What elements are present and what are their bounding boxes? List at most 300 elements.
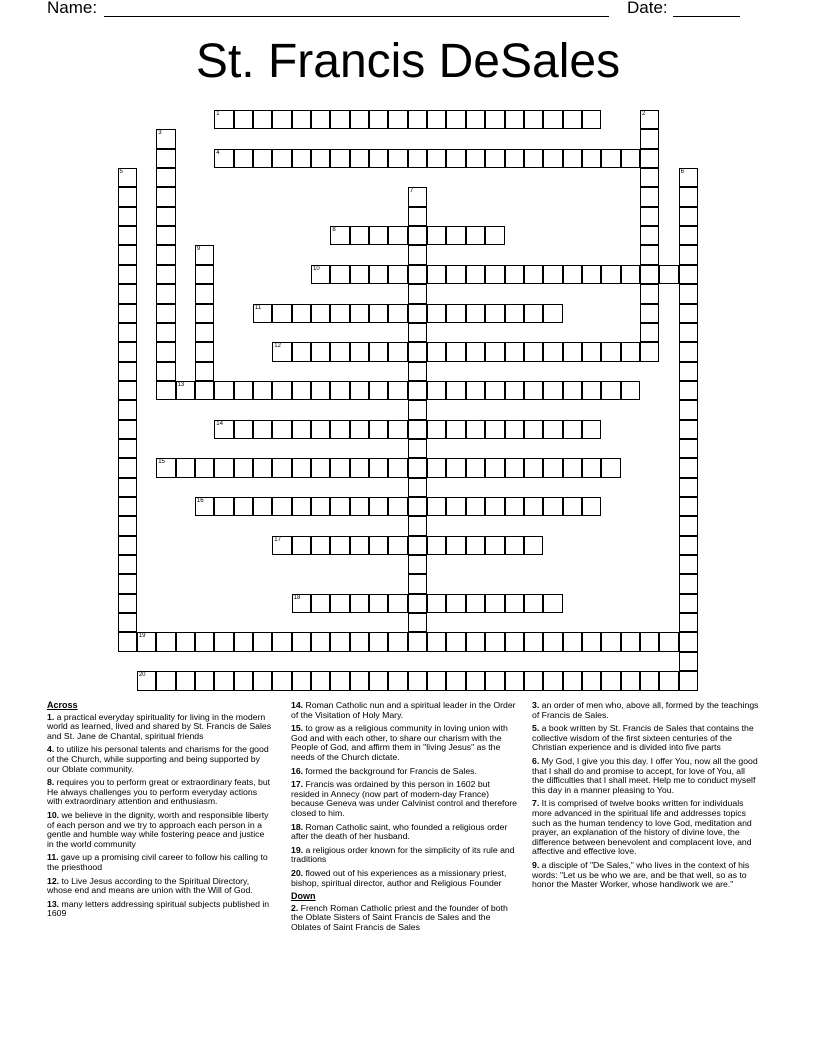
- grid-cell[interactable]: [408, 516, 427, 535]
- grid-cell[interactable]: [601, 458, 620, 477]
- grid-cell[interactable]: [408, 439, 427, 458]
- grid-cell[interactable]: [118, 555, 137, 574]
- grid-cell[interactable]: [659, 632, 678, 651]
- grid-cell[interactable]: [369, 536, 388, 555]
- grid-cell[interactable]: [369, 594, 388, 613]
- grid-cell[interactable]: [272, 536, 291, 555]
- grid-cell[interactable]: [485, 594, 504, 613]
- grid-cell[interactable]: [524, 110, 543, 129]
- grid-cell[interactable]: [234, 149, 253, 168]
- grid-cell[interactable]: [679, 245, 698, 264]
- grid-cell[interactable]: [195, 381, 214, 400]
- grid-cell[interactable]: [466, 304, 485, 323]
- grid-cell[interactable]: [408, 420, 427, 439]
- grid-cell[interactable]: [427, 536, 446, 555]
- grid-cell[interactable]: [679, 304, 698, 323]
- grid-cell[interactable]: [234, 671, 253, 690]
- grid-cell[interactable]: [350, 458, 369, 477]
- grid-cell[interactable]: [679, 168, 698, 187]
- grid-cell[interactable]: [466, 671, 485, 690]
- grid-cell[interactable]: [118, 574, 137, 593]
- grid-cell[interactable]: [408, 110, 427, 129]
- grid-cell[interactable]: [621, 671, 640, 690]
- grid-cell[interactable]: [524, 594, 543, 613]
- grid-cell[interactable]: [524, 632, 543, 651]
- grid-cell[interactable]: [388, 594, 407, 613]
- grid-cell[interactable]: [679, 594, 698, 613]
- grid-cell[interactable]: [292, 458, 311, 477]
- grid-cell[interactable]: [408, 400, 427, 419]
- grid-cell[interactable]: [640, 226, 659, 245]
- grid-cell[interactable]: [388, 632, 407, 651]
- grid-cell[interactable]: [563, 149, 582, 168]
- grid-cell[interactable]: [563, 265, 582, 284]
- grid-cell[interactable]: [446, 458, 465, 477]
- grid-cell[interactable]: [195, 362, 214, 381]
- grid-cell[interactable]: [582, 149, 601, 168]
- grid-cell[interactable]: [582, 342, 601, 361]
- grid-cell[interactable]: [253, 497, 272, 516]
- grid-cell[interactable]: [563, 342, 582, 361]
- grid-cell[interactable]: [679, 671, 698, 690]
- grid-cell[interactable]: [466, 110, 485, 129]
- grid-cell[interactable]: [330, 110, 349, 129]
- grid-cell[interactable]: [543, 671, 562, 690]
- grid-cell[interactable]: [369, 671, 388, 690]
- grid-cell[interactable]: [524, 342, 543, 361]
- grid-cell[interactable]: [679, 536, 698, 555]
- grid-cell[interactable]: [350, 342, 369, 361]
- grid-cell[interactable]: [505, 149, 524, 168]
- grid-cell[interactable]: [214, 420, 233, 439]
- grid-cell[interactable]: [485, 458, 504, 477]
- grid-cell[interactable]: [582, 632, 601, 651]
- grid-cell[interactable]: [466, 497, 485, 516]
- grid-cell[interactable]: [466, 632, 485, 651]
- grid-cell[interactable]: [292, 671, 311, 690]
- grid-cell[interactable]: [582, 420, 601, 439]
- grid-cell[interactable]: [156, 129, 175, 148]
- grid-cell[interactable]: [505, 671, 524, 690]
- grid-cell[interactable]: [543, 342, 562, 361]
- grid-cell[interactable]: [563, 110, 582, 129]
- grid-cell[interactable]: [640, 168, 659, 187]
- grid-cell[interactable]: [311, 149, 330, 168]
- grid-cell[interactable]: [156, 323, 175, 342]
- grid-cell[interactable]: [369, 381, 388, 400]
- grid-cell[interactable]: [330, 458, 349, 477]
- grid-cell[interactable]: [524, 536, 543, 555]
- grid-cell[interactable]: [408, 671, 427, 690]
- grid-cell[interactable]: [156, 284, 175, 303]
- grid-cell[interactable]: [446, 226, 465, 245]
- grid-cell[interactable]: [272, 632, 291, 651]
- grid-cell[interactable]: [350, 671, 369, 690]
- grid-cell[interactable]: [466, 226, 485, 245]
- grid-cell[interactable]: [118, 439, 137, 458]
- grid-cell[interactable]: [446, 265, 465, 284]
- grid-cell[interactable]: [446, 536, 465, 555]
- grid-cell[interactable]: [118, 168, 137, 187]
- grid-cell[interactable]: [621, 342, 640, 361]
- grid-cell[interactable]: [118, 613, 137, 632]
- grid-cell[interactable]: [427, 594, 446, 613]
- grid-cell[interactable]: [505, 420, 524, 439]
- grid-cell[interactable]: [621, 265, 640, 284]
- grid-cell[interactable]: [253, 149, 272, 168]
- grid-cell[interactable]: [679, 652, 698, 671]
- grid-cell[interactable]: [543, 632, 562, 651]
- grid-cell[interactable]: [311, 594, 330, 613]
- grid-cell[interactable]: [350, 110, 369, 129]
- grid-cell[interactable]: [292, 149, 311, 168]
- grid-cell[interactable]: [408, 536, 427, 555]
- grid-cell[interactable]: [195, 458, 214, 477]
- grid-cell[interactable]: [466, 265, 485, 284]
- grid-cell[interactable]: [350, 536, 369, 555]
- grid-cell[interactable]: [679, 381, 698, 400]
- grid-cell[interactable]: [427, 110, 446, 129]
- grid-cell[interactable]: [408, 245, 427, 264]
- grid-cell[interactable]: [350, 594, 369, 613]
- grid-cell[interactable]: [292, 342, 311, 361]
- grid-cell[interactable]: [156, 245, 175, 264]
- grid-cell[interactable]: [679, 323, 698, 342]
- grid-cell[interactable]: [408, 458, 427, 477]
- grid-cell[interactable]: [369, 226, 388, 245]
- grid-cell[interactable]: [408, 265, 427, 284]
- grid-cell[interactable]: [330, 304, 349, 323]
- grid-cell[interactable]: [311, 342, 330, 361]
- grid-cell[interactable]: [524, 265, 543, 284]
- grid-cell[interactable]: [485, 420, 504, 439]
- grid-cell[interactable]: [195, 497, 214, 516]
- grid-cell[interactable]: [505, 265, 524, 284]
- grid-cell[interactable]: [582, 497, 601, 516]
- grid-cell[interactable]: [485, 304, 504, 323]
- grid-cell[interactable]: [272, 304, 291, 323]
- grid-cell[interactable]: [214, 497, 233, 516]
- grid-cell[interactable]: [350, 381, 369, 400]
- grid-cell[interactable]: [640, 245, 659, 264]
- grid-cell[interactable]: [388, 458, 407, 477]
- grid-cell[interactable]: [292, 381, 311, 400]
- grid-cell[interactable]: [118, 362, 137, 381]
- grid-cell[interactable]: [156, 168, 175, 187]
- grid-cell[interactable]: [679, 478, 698, 497]
- grid-cell[interactable]: [311, 632, 330, 651]
- grid-cell[interactable]: [640, 110, 659, 129]
- grid-cell[interactable]: [350, 304, 369, 323]
- grid-cell[interactable]: [485, 536, 504, 555]
- grid-cell[interactable]: [118, 245, 137, 264]
- grid-cell[interactable]: [214, 671, 233, 690]
- grid-cell[interactable]: [369, 420, 388, 439]
- grid-cell[interactable]: [485, 110, 504, 129]
- grid-cell[interactable]: [679, 420, 698, 439]
- grid-cell[interactable]: [524, 671, 543, 690]
- grid-cell[interactable]: [118, 265, 137, 284]
- grid-cell[interactable]: [350, 149, 369, 168]
- grid-cell[interactable]: [311, 497, 330, 516]
- grid-cell[interactable]: [601, 671, 620, 690]
- grid-cell[interactable]: [679, 284, 698, 303]
- grid-cell[interactable]: [118, 400, 137, 419]
- grid-cell[interactable]: [388, 265, 407, 284]
- grid-cell[interactable]: [543, 265, 562, 284]
- grid-cell[interactable]: [427, 304, 446, 323]
- grid-cell[interactable]: [466, 594, 485, 613]
- grid-cell[interactable]: [601, 632, 620, 651]
- grid-cell[interactable]: [446, 304, 465, 323]
- grid-cell[interactable]: [176, 381, 195, 400]
- grid-cell[interactable]: [505, 536, 524, 555]
- grid-cell[interactable]: [388, 149, 407, 168]
- grid-cell[interactable]: [446, 110, 465, 129]
- grid-cell[interactable]: [485, 226, 504, 245]
- grid-cell[interactable]: [253, 420, 272, 439]
- grid-cell[interactable]: [640, 284, 659, 303]
- grid-cell[interactable]: [388, 420, 407, 439]
- grid-cell[interactable]: [621, 149, 640, 168]
- grid-cell[interactable]: [524, 497, 543, 516]
- grid-cell[interactable]: [679, 265, 698, 284]
- grid-cell[interactable]: [408, 613, 427, 632]
- grid-cell[interactable]: [369, 497, 388, 516]
- grid-cell[interactable]: [369, 149, 388, 168]
- grid-cell[interactable]: [427, 497, 446, 516]
- grid-cell[interactable]: [195, 284, 214, 303]
- grid-cell[interactable]: [582, 671, 601, 690]
- grid-cell[interactable]: [330, 594, 349, 613]
- grid-cell[interactable]: [640, 207, 659, 226]
- grid-cell[interactable]: [234, 110, 253, 129]
- grid-cell[interactable]: [505, 594, 524, 613]
- grid-cell[interactable]: [350, 226, 369, 245]
- grid-cell[interactable]: [253, 671, 272, 690]
- grid-cell[interactable]: [563, 632, 582, 651]
- grid-cell[interactable]: [563, 458, 582, 477]
- grid-cell[interactable]: [408, 594, 427, 613]
- grid-cell[interactable]: [621, 381, 640, 400]
- grid-cell[interactable]: [195, 342, 214, 361]
- grid-cell[interactable]: [388, 226, 407, 245]
- grid-cell[interactable]: [156, 207, 175, 226]
- grid-cell[interactable]: [408, 342, 427, 361]
- grid-cell[interactable]: [466, 342, 485, 361]
- grid-cell[interactable]: [195, 632, 214, 651]
- grid-cell[interactable]: [292, 594, 311, 613]
- grid-cell[interactable]: [640, 129, 659, 148]
- grid-cell[interactable]: [118, 516, 137, 535]
- grid-cell[interactable]: [485, 497, 504, 516]
- grid-cell[interactable]: [582, 265, 601, 284]
- grid-cell[interactable]: [446, 342, 465, 361]
- grid-cell[interactable]: [253, 381, 272, 400]
- grid-cell[interactable]: [311, 420, 330, 439]
- grid-cell[interactable]: [292, 497, 311, 516]
- grid-cell[interactable]: [543, 304, 562, 323]
- grid-cell[interactable]: [388, 304, 407, 323]
- grid-cell[interactable]: [176, 671, 195, 690]
- grid-cell[interactable]: [582, 458, 601, 477]
- grid-cell[interactable]: [292, 420, 311, 439]
- grid-cell[interactable]: [679, 342, 698, 361]
- grid-cell[interactable]: [118, 381, 137, 400]
- grid-cell[interactable]: [118, 536, 137, 555]
- grid-cell[interactable]: [272, 381, 291, 400]
- grid-cell[interactable]: [524, 458, 543, 477]
- grid-cell[interactable]: [427, 420, 446, 439]
- grid-cell[interactable]: [679, 226, 698, 245]
- grid-cell[interactable]: [466, 536, 485, 555]
- grid-cell[interactable]: [679, 207, 698, 226]
- grid-cell[interactable]: [563, 381, 582, 400]
- grid-cell[interactable]: [292, 110, 311, 129]
- grid-cell[interactable]: [485, 149, 504, 168]
- grid-cell[interactable]: [214, 381, 233, 400]
- grid-cell[interactable]: [214, 110, 233, 129]
- grid-cell[interactable]: [272, 497, 291, 516]
- grid-cell[interactable]: [195, 323, 214, 342]
- grid-cell[interactable]: [118, 187, 137, 206]
- grid-cell[interactable]: [156, 632, 175, 651]
- grid-cell[interactable]: [679, 516, 698, 535]
- grid-cell[interactable]: [137, 671, 156, 690]
- grid-cell[interactable]: [640, 342, 659, 361]
- grid-cell[interactable]: [659, 265, 678, 284]
- grid-cell[interactable]: [118, 420, 137, 439]
- grid-cell[interactable]: [234, 420, 253, 439]
- grid-cell[interactable]: [369, 632, 388, 651]
- grid-cell[interactable]: [408, 149, 427, 168]
- grid-cell[interactable]: [195, 245, 214, 264]
- grid-cell[interactable]: [446, 381, 465, 400]
- grid-cell[interactable]: [466, 420, 485, 439]
- grid-cell[interactable]: [214, 632, 233, 651]
- grid-cell[interactable]: [156, 458, 175, 477]
- grid-cell[interactable]: [524, 420, 543, 439]
- grid-cell[interactable]: [466, 381, 485, 400]
- grid-cell[interactable]: [640, 671, 659, 690]
- grid-cell[interactable]: [446, 149, 465, 168]
- grid-cell[interactable]: [505, 458, 524, 477]
- grid-cell[interactable]: [427, 381, 446, 400]
- grid-cell[interactable]: [543, 497, 562, 516]
- grid-cell[interactable]: [543, 110, 562, 129]
- grid-cell[interactable]: [485, 632, 504, 651]
- grid-cell[interactable]: [408, 207, 427, 226]
- grid-cell[interactable]: [408, 574, 427, 593]
- grid-cell[interactable]: [311, 110, 330, 129]
- grid-cell[interactable]: [369, 265, 388, 284]
- grid-cell[interactable]: [156, 381, 175, 400]
- grid-cell[interactable]: [118, 226, 137, 245]
- grid-cell[interactable]: [679, 187, 698, 206]
- grid-cell[interactable]: [311, 381, 330, 400]
- grid-cell[interactable]: [369, 304, 388, 323]
- grid-cell[interactable]: [427, 671, 446, 690]
- grid-cell[interactable]: [350, 420, 369, 439]
- grid-cell[interactable]: [408, 304, 427, 323]
- grid-cell[interactable]: [214, 149, 233, 168]
- grid-cell[interactable]: [388, 671, 407, 690]
- grid-cell[interactable]: [563, 671, 582, 690]
- grid-cell[interactable]: [330, 420, 349, 439]
- grid-cell[interactable]: [234, 632, 253, 651]
- grid-cell[interactable]: [118, 304, 137, 323]
- grid-cell[interactable]: [408, 632, 427, 651]
- grid-cell[interactable]: [524, 304, 543, 323]
- grid-cell[interactable]: [427, 342, 446, 361]
- grid-cell[interactable]: [427, 226, 446, 245]
- grid-cell[interactable]: [292, 536, 311, 555]
- grid-cell[interactable]: [272, 458, 291, 477]
- grid-cell[interactable]: [156, 226, 175, 245]
- grid-cell[interactable]: [388, 342, 407, 361]
- grid-cell[interactable]: [601, 149, 620, 168]
- grid-cell[interactable]: [640, 149, 659, 168]
- grid-cell[interactable]: [446, 594, 465, 613]
- grid-cell[interactable]: [601, 381, 620, 400]
- grid-cell[interactable]: [679, 632, 698, 651]
- grid-cell[interactable]: [156, 187, 175, 206]
- grid-cell[interactable]: [505, 381, 524, 400]
- grid-cell[interactable]: [311, 671, 330, 690]
- grid-cell[interactable]: [195, 671, 214, 690]
- grid-cell[interactable]: [272, 420, 291, 439]
- grid-cell[interactable]: [234, 497, 253, 516]
- grid-cell[interactable]: [408, 555, 427, 574]
- grid-cell[interactable]: [156, 342, 175, 361]
- grid-cell[interactable]: [253, 458, 272, 477]
- grid-cell[interactable]: [311, 265, 330, 284]
- grid-cell[interactable]: [176, 458, 195, 477]
- grid-cell[interactable]: [446, 420, 465, 439]
- grid-cell[interactable]: [679, 400, 698, 419]
- grid-cell[interactable]: [137, 632, 156, 651]
- grid-cell[interactable]: [408, 381, 427, 400]
- grid-cell[interactable]: [118, 632, 137, 651]
- grid-cell[interactable]: [679, 458, 698, 477]
- grid-cell[interactable]: [543, 420, 562, 439]
- grid-cell[interactable]: [640, 187, 659, 206]
- grid-cell[interactable]: [176, 632, 195, 651]
- grid-cell[interactable]: [272, 342, 291, 361]
- grid-cell[interactable]: [369, 458, 388, 477]
- grid-cell[interactable]: [272, 149, 291, 168]
- grid-cell[interactable]: [156, 149, 175, 168]
- grid-cell[interactable]: [679, 362, 698, 381]
- grid-cell[interactable]: [640, 304, 659, 323]
- grid-cell[interactable]: [485, 342, 504, 361]
- grid-cell[interactable]: [543, 381, 562, 400]
- grid-cell[interactable]: [582, 381, 601, 400]
- grid-cell[interactable]: [118, 323, 137, 342]
- grid-cell[interactable]: [369, 110, 388, 129]
- grid-cell[interactable]: [330, 265, 349, 284]
- grid-cell[interactable]: [234, 458, 253, 477]
- grid-cell[interactable]: [253, 110, 272, 129]
- grid-cell[interactable]: [214, 458, 233, 477]
- grid-cell[interactable]: [118, 284, 137, 303]
- grid-cell[interactable]: [350, 497, 369, 516]
- grid-cell[interactable]: [679, 439, 698, 458]
- grid-cell[interactable]: [369, 342, 388, 361]
- grid-cell[interactable]: [679, 555, 698, 574]
- grid-cell[interactable]: [253, 304, 272, 323]
- grid-cell[interactable]: [679, 574, 698, 593]
